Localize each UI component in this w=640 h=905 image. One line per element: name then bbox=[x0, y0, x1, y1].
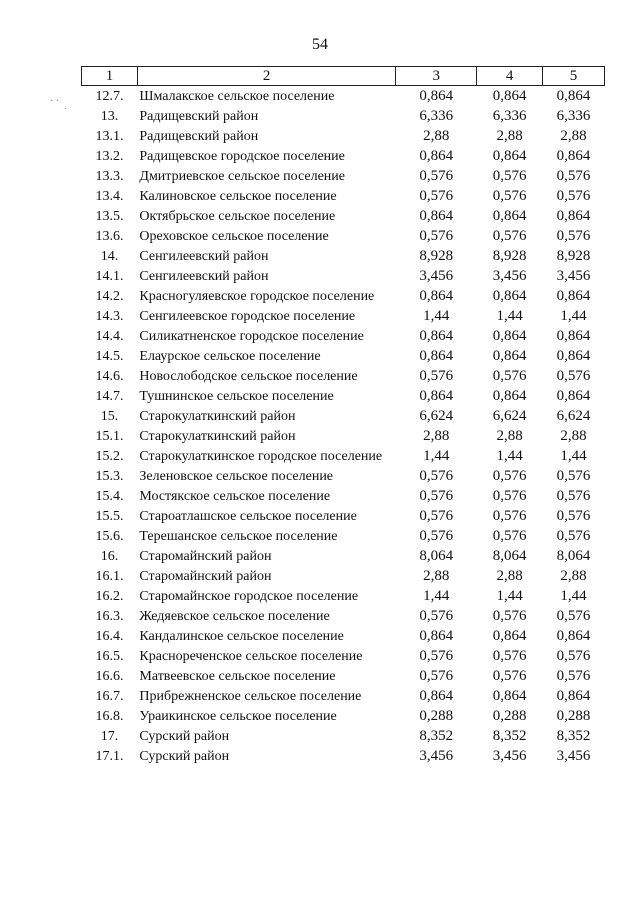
row-value-col3: 0,864 bbox=[419, 387, 454, 404]
row-name: Сурский район bbox=[139, 748, 230, 764]
row-name: Прибрежненское сельское поселение bbox=[139, 688, 362, 704]
row-value-col3: 0,288 bbox=[419, 707, 454, 724]
row-value-col3: 0,864 bbox=[419, 687, 454, 704]
row-number: 15. bbox=[100, 408, 119, 424]
row-value-col4: 0,576 bbox=[492, 527, 527, 544]
row-value-col5: 0,576 bbox=[556, 507, 591, 524]
row-name: Октябрьское сельское поселение bbox=[139, 208, 336, 224]
row-name: Радищевское городское поселение bbox=[139, 148, 345, 164]
row-number: 14.3. bbox=[95, 308, 124, 324]
header-col-4: 4 bbox=[477, 67, 543, 86]
header-col-3: 3 bbox=[396, 67, 477, 86]
table-row bbox=[82, 166, 605, 186]
row-value-col5: 0,576 bbox=[556, 167, 591, 184]
row-name: Терешанское сельское поселение bbox=[139, 528, 338, 544]
row-number: 16.1. bbox=[95, 568, 124, 584]
table-row bbox=[82, 266, 605, 286]
row-value-col5: 0,864 bbox=[556, 687, 591, 704]
table-row bbox=[82, 386, 605, 406]
row-name: Старокулаткинский район bbox=[139, 408, 296, 424]
row-value-col3: 6,624 bbox=[419, 407, 454, 424]
row-number: 13.5. bbox=[95, 208, 124, 224]
table-row bbox=[82, 726, 605, 746]
row-number: 12.7. bbox=[95, 88, 124, 104]
row-value-col5: 8,352 bbox=[556, 727, 591, 744]
row-value-col3: 1,44 bbox=[423, 587, 450, 604]
row-value-col3: 8,352 bbox=[419, 727, 454, 744]
row-value-col3: 0,864 bbox=[419, 87, 454, 104]
table-body bbox=[82, 86, 605, 767]
table-row bbox=[82, 626, 605, 646]
row-name: Сурский район bbox=[139, 728, 230, 744]
row-number: 15.5. bbox=[95, 508, 124, 524]
row-name: Радищевский район bbox=[139, 128, 259, 144]
row-value-col5: 0,864 bbox=[556, 387, 591, 404]
row-name: Ураикинское сельское поселение bbox=[139, 708, 337, 724]
table-row bbox=[82, 666, 605, 686]
row-value-col3: 6,336 bbox=[419, 107, 454, 124]
row-value-col3: 8,064 bbox=[419, 547, 454, 564]
row-value-col5: 8,064 bbox=[556, 547, 591, 564]
row-value-col5: 0,864 bbox=[556, 147, 591, 164]
table-row bbox=[82, 446, 605, 466]
table-row bbox=[82, 746, 605, 766]
header-col-1: 1 bbox=[82, 67, 138, 86]
row-value-col4: 0,864 bbox=[492, 347, 527, 364]
row-value-col5: 1,44 bbox=[560, 307, 587, 324]
row-name: Краснореченское сельское поселение bbox=[139, 648, 363, 664]
row-value-col5: 0,288 bbox=[556, 707, 591, 724]
row-value-col5: 0,864 bbox=[556, 347, 591, 364]
row-value-col4: 0,864 bbox=[492, 387, 527, 404]
row-value-col4: 2,88 bbox=[496, 127, 523, 144]
row-value-col4: 1,44 bbox=[496, 307, 523, 324]
table-row bbox=[82, 706, 605, 726]
row-value-col3: 0,576 bbox=[419, 367, 454, 384]
row-value-col4: 8,928 bbox=[492, 247, 527, 264]
row-name: Старомайнский район bbox=[139, 568, 272, 584]
table-row bbox=[82, 606, 605, 626]
row-value-col3: 0,576 bbox=[419, 187, 454, 204]
table-row bbox=[82, 506, 605, 526]
row-value-col5: 0,576 bbox=[556, 467, 591, 484]
row-name: Старокулаткинский район bbox=[139, 428, 296, 444]
row-number: 14.1. bbox=[95, 268, 124, 284]
row-value-col5: 0,576 bbox=[556, 487, 591, 504]
row-value-col5: 1,44 bbox=[560, 447, 587, 464]
row-name: Тушнинское сельское поселение bbox=[139, 388, 334, 404]
row-value-col5: 3,456 bbox=[556, 267, 591, 284]
row-value-col5: 0,576 bbox=[556, 527, 591, 544]
row-value-col3: 0,864 bbox=[419, 207, 454, 224]
table-row bbox=[82, 546, 605, 566]
row-value-col4: 1,44 bbox=[496, 447, 523, 464]
row-value-col4: 0,576 bbox=[492, 607, 527, 624]
row-number: 15.4. bbox=[95, 488, 124, 504]
row-value-col4: 0,576 bbox=[492, 507, 527, 524]
row-value-col5: 0,576 bbox=[556, 227, 591, 244]
row-value-col4: 8,064 bbox=[492, 547, 527, 564]
row-number: 15.2. bbox=[95, 448, 124, 464]
row-value-col3: 0,576 bbox=[419, 607, 454, 624]
row-value-col4: 0,576 bbox=[492, 467, 527, 484]
row-number: 16.6. bbox=[95, 668, 124, 684]
table-row bbox=[82, 286, 605, 306]
table-row bbox=[82, 406, 605, 426]
row-number: 13.6. bbox=[95, 228, 124, 244]
row-value-col3: 3,456 bbox=[419, 267, 454, 284]
row-name: Жедяевское сельское поселение bbox=[139, 608, 330, 624]
row-name: Сенгилеевский район bbox=[139, 268, 269, 284]
row-value-col4: 0,864 bbox=[492, 207, 527, 224]
row-name: Старомайнский район bbox=[139, 548, 272, 564]
row-number: 13.2. bbox=[95, 148, 124, 164]
row-name: Ореховское сельское поселение bbox=[139, 228, 329, 244]
row-value-col4: 0,576 bbox=[492, 647, 527, 664]
row-number: 13.1. bbox=[95, 128, 124, 144]
header-col-5: 5 bbox=[543, 67, 605, 86]
row-value-col4: 2,88 bbox=[496, 427, 523, 444]
row-value-col4: 8,352 bbox=[492, 727, 527, 744]
table-row bbox=[82, 486, 605, 506]
row-value-col5: 0,576 bbox=[556, 647, 591, 664]
row-number: 13.4. bbox=[95, 188, 124, 204]
row-name: Елаурское сельское поселение bbox=[139, 348, 321, 364]
row-value-col4: 6,624 bbox=[492, 407, 527, 424]
row-number: 16.8. bbox=[95, 708, 124, 724]
row-value-col5: 0,576 bbox=[556, 187, 591, 204]
table-row bbox=[82, 146, 605, 166]
row-name: Сенгилеевское городское поселение bbox=[139, 308, 356, 324]
row-name: Матвеевское сельское поселение bbox=[139, 668, 336, 684]
row-value-col3: 0,576 bbox=[419, 527, 454, 544]
table-row bbox=[82, 86, 605, 107]
row-number: 14.7. bbox=[95, 388, 124, 404]
row-value-col3: 0,576 bbox=[419, 487, 454, 504]
row-name: Сенгилеевский район bbox=[139, 248, 269, 264]
table-row bbox=[82, 426, 605, 446]
table-row bbox=[82, 226, 605, 246]
header-row bbox=[82, 67, 605, 86]
row-name: Радищевский район bbox=[139, 108, 259, 124]
row-name: Дмитриевское сельское поселение bbox=[139, 168, 346, 184]
row-number: 16. bbox=[100, 548, 119, 564]
row-value-col5: 6,624 bbox=[556, 407, 591, 424]
table-row bbox=[82, 686, 605, 706]
row-name: Шмалакское сельское поселение bbox=[139, 88, 335, 104]
row-value-col5: 0,864 bbox=[556, 287, 591, 304]
row-name: Калиновское сельское поселение bbox=[139, 188, 337, 204]
table-row bbox=[82, 206, 605, 226]
row-name: Староатлашское сельское поселение bbox=[139, 508, 357, 524]
row-value-col3: 0,576 bbox=[419, 467, 454, 484]
row-value-col3: 0,576 bbox=[419, 507, 454, 524]
row-value-col3: 0,864 bbox=[419, 287, 454, 304]
table-row bbox=[82, 466, 605, 486]
row-value-col3: 0,864 bbox=[419, 327, 454, 344]
table-row bbox=[82, 526, 605, 546]
row-value-col5: 8,928 bbox=[556, 247, 591, 264]
row-name: Мостякское сельское поселение bbox=[139, 488, 331, 504]
row-value-col5: 2,88 bbox=[560, 567, 587, 584]
row-name: Красногуляевское городское поселение bbox=[139, 288, 375, 304]
row-value-col4: 0,288 bbox=[492, 707, 527, 724]
row-number: 16.3. bbox=[95, 608, 124, 624]
row-name: Старокулаткинское городское поселение bbox=[139, 448, 383, 464]
row-value-col4: 0,864 bbox=[492, 627, 527, 644]
row-number: 16.4. bbox=[95, 628, 124, 644]
row-value-col3: 2,88 bbox=[423, 127, 450, 144]
row-value-col4: 0,864 bbox=[492, 687, 527, 704]
table-row bbox=[82, 106, 605, 126]
row-number: 16.5. bbox=[95, 648, 124, 664]
page-number: 54 bbox=[312, 36, 328, 53]
row-value-col4: 0,864 bbox=[492, 147, 527, 164]
row-number: 15.3. bbox=[95, 468, 124, 484]
row-name: Кандалинское сельское поселение bbox=[139, 628, 344, 644]
table-row bbox=[82, 586, 605, 606]
row-value-col5: 2,88 bbox=[560, 127, 587, 144]
row-name: Старомайнское городское поселение bbox=[139, 588, 359, 604]
row-value-col4: 0,576 bbox=[492, 167, 527, 184]
row-number: 15.1. bbox=[95, 428, 124, 444]
row-number: 14. bbox=[100, 248, 119, 264]
row-number: 14.4. bbox=[95, 328, 124, 344]
table-row bbox=[82, 326, 605, 346]
row-value-col5: 0,864 bbox=[556, 207, 591, 224]
row-value-col3: 0,576 bbox=[419, 227, 454, 244]
table-row bbox=[82, 346, 605, 366]
table-row bbox=[82, 646, 605, 666]
table-row bbox=[82, 366, 605, 386]
row-value-col3: 8,928 bbox=[419, 247, 454, 264]
row-value-col4: 0,864 bbox=[492, 287, 527, 304]
row-value-col4: 3,456 bbox=[492, 747, 527, 764]
row-value-col4: 0,576 bbox=[492, 367, 527, 384]
row-value-col3: 1,44 bbox=[423, 307, 450, 324]
table-row bbox=[82, 566, 605, 586]
row-number: 14.2. bbox=[95, 288, 124, 304]
row-value-col3: 0,576 bbox=[419, 647, 454, 664]
row-value-col4: 0,576 bbox=[492, 667, 527, 684]
row-value-col5: 1,44 bbox=[560, 587, 587, 604]
table-row bbox=[82, 126, 605, 146]
row-value-col5: 0,864 bbox=[556, 627, 591, 644]
row-name: Зеленовское сельское поселение bbox=[139, 468, 334, 484]
row-name: Силикатненское городское поселение bbox=[139, 328, 364, 344]
row-value-col5: 0,864 bbox=[556, 87, 591, 104]
row-number: 14.6. bbox=[95, 368, 124, 384]
row-number: 17. bbox=[100, 728, 119, 744]
row-value-col3: 0,576 bbox=[419, 667, 454, 684]
row-value-col4: 0,864 bbox=[492, 327, 527, 344]
table-row bbox=[82, 306, 605, 326]
row-value-col3: 2,88 bbox=[423, 567, 450, 584]
data-table bbox=[81, 66, 605, 766]
row-value-col3: 0,576 bbox=[419, 167, 454, 184]
row-value-col4: 0,576 bbox=[492, 227, 527, 244]
row-value-col4: 2,88 bbox=[496, 567, 523, 584]
row-value-col3: 2,88 bbox=[423, 427, 450, 444]
row-number: 16.7. bbox=[95, 688, 124, 704]
row-number: 14.5. bbox=[95, 348, 124, 364]
row-value-col5: 0,576 bbox=[556, 367, 591, 384]
row-value-col5: 6,336 bbox=[556, 107, 591, 124]
table-row bbox=[82, 186, 605, 206]
row-value-col3: 0,864 bbox=[419, 627, 454, 644]
row-value-col4: 0,576 bbox=[492, 487, 527, 504]
row-value-col4: 1,44 bbox=[496, 587, 523, 604]
row-number: 13.3. bbox=[95, 168, 124, 184]
row-number: 16.2. bbox=[95, 588, 124, 604]
row-value-col5: 2,88 bbox=[560, 427, 587, 444]
row-value-col4: 3,456 bbox=[492, 267, 527, 284]
row-name: Новослободское сельское поселение bbox=[139, 368, 358, 384]
row-value-col5: 0,576 bbox=[556, 667, 591, 684]
row-value-col5: 3,456 bbox=[556, 747, 591, 764]
row-value-col3: 3,456 bbox=[419, 747, 454, 764]
row-value-col3: 0,864 bbox=[419, 147, 454, 164]
row-number: 15.6. bbox=[95, 528, 124, 544]
row-value-col5: 0,576 bbox=[556, 607, 591, 624]
scan-speck: · · bbox=[50, 96, 60, 107]
row-value-col3: 1,44 bbox=[423, 447, 450, 464]
row-value-col4: 0,576 bbox=[492, 187, 527, 204]
row-value-col3: 0,864 bbox=[419, 347, 454, 364]
row-number: 17.1. bbox=[95, 748, 124, 764]
scan-speck: · bbox=[64, 104, 68, 115]
row-value-col4: 0,864 bbox=[492, 87, 527, 104]
row-number: 13. bbox=[100, 108, 119, 124]
row-value-col5: 0,864 bbox=[556, 327, 591, 344]
row-value-col4: 6,336 bbox=[492, 107, 527, 124]
table-row bbox=[82, 246, 605, 266]
header-col-2: 2 bbox=[137, 67, 395, 86]
